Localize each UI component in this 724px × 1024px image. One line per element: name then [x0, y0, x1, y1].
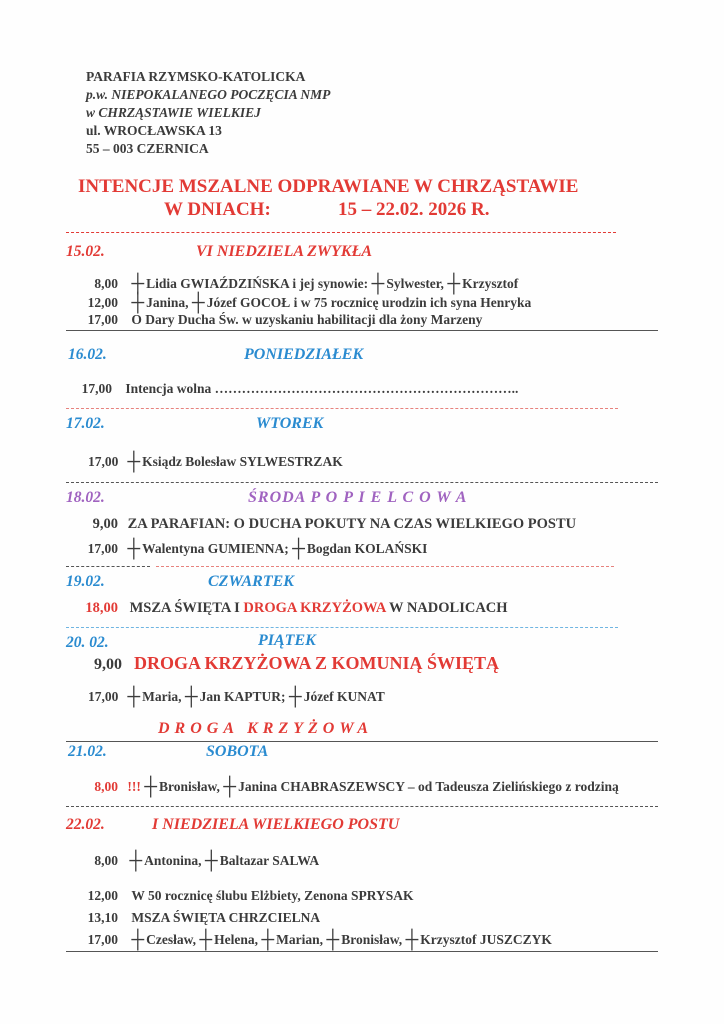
day-name: CZWARTEK — [208, 573, 294, 590]
mass-entry — [88, 451, 343, 471]
intention-text: ZA PARAFIAN: O DUCHA POKUTY NA CZAS WIELKIEGO POSTU — [127, 516, 577, 532]
intention-text: DROGA KRZYŻOWA Z KOMUNIĄ ŚWIĘTĄ — [134, 653, 500, 673]
cross-icon: ┼ — [127, 451, 141, 471]
intention-text: Janina CHABRASZEWSCY – od Tadeusza Zielińskiego z rodziną — [238, 779, 619, 794]
intention-text: Józef KUNAT — [303, 689, 385, 704]
mass-entry — [82, 538, 428, 558]
mass-entry — [88, 653, 499, 674]
mass-entry — [82, 516, 576, 533]
intention-text: Bronisław, — [341, 932, 406, 947]
mass-entry — [88, 273, 519, 293]
day-name: I NIEDZIELA WIELKIEGO POSTU — [152, 816, 400, 833]
intention-text: Helena, — [214, 932, 262, 947]
mass-time: 17,00 — [87, 541, 118, 556]
mass-time: 9,00 — [94, 656, 122, 673]
parish-name: PARAFIA RZYMSKO-KATOLICKA — [86, 69, 306, 84]
intention-text: W 50 rocznicę ślubu Elżbiety, Zenona SPRYSAK — [131, 888, 414, 903]
intention-text: Ksiądz Bolesław SYLWESTRZAK — [142, 454, 343, 469]
day-name: VI NIEDZIELA ZWYKŁA — [196, 243, 373, 260]
mass-time: 17,00 — [87, 312, 118, 327]
mass-time: 8,00 — [94, 779, 118, 794]
cross-icon: ┼ — [129, 850, 143, 870]
title-dates-range: 15 – 22.02. 2026 R. — [338, 199, 490, 220]
exclamation-marks: !!! — [127, 779, 141, 794]
intention-text: Jan KAPTUR; — [199, 689, 289, 704]
intention-text: Baltazar SALWA — [219, 853, 320, 868]
cross-icon: ┼ — [204, 850, 218, 870]
divider — [156, 566, 614, 567]
cross-icon: ┼ — [371, 273, 385, 293]
intention-text: Bronisław, — [159, 779, 224, 794]
cross-icon: ┼ — [131, 292, 145, 312]
intention-text: Lidia GWIAŹDZIŃSKA i jej synowie: — [146, 276, 372, 291]
cross-icon: ┼ — [199, 929, 213, 949]
day-name: PONIEDZIAŁEK — [244, 346, 364, 363]
mass-entry — [82, 600, 508, 617]
cross-icon: ┼ — [292, 538, 305, 558]
day-date: 22.02. — [66, 816, 105, 833]
cross-icon: ┼ — [127, 686, 141, 706]
cross-icon: ┼ — [223, 776, 237, 796]
parish-dedication: p.w. NIEPOKALANEGO POCZĘCIA NMP — [86, 87, 331, 102]
intention-text: Intencja wolna ………………………………………………………….. — [125, 381, 519, 396]
intention-text: Krzysztof JUSZCZYK — [420, 932, 552, 947]
divider — [66, 566, 150, 567]
cross-icon: ┼ — [261, 929, 275, 949]
mass-time: 9,00 — [92, 516, 118, 532]
cross-icon: ┼ — [127, 538, 141, 558]
day-name: SOBOTA — [206, 743, 269, 760]
day-date: 16.02. — [68, 346, 107, 363]
intention-text: Walentyna GUMIENNA; — [142, 541, 293, 556]
cross-icon: ┼ — [144, 776, 158, 796]
day-date: 15.02. — [66, 243, 105, 260]
divider — [66, 741, 658, 742]
intention-text: MSZA ŚWIĘTA CHRZCIELNA — [131, 910, 321, 925]
mass-time: 12,00 — [87, 888, 118, 903]
divider — [66, 627, 618, 628]
mass-entry — [88, 686, 385, 706]
parish-street: ul. WROCŁAWSKA 13 — [86, 123, 222, 138]
mass-time: 17,00 — [88, 454, 119, 469]
day-date: 18.02. — [66, 489, 105, 506]
mass-entry — [88, 776, 619, 796]
mass-time: 17,00 — [81, 381, 112, 396]
intention-text: Sylwester, — [386, 276, 448, 291]
document-title: INTENCJE MSZALNE ODPRAWIANE W CHRZĄSTAWIE — [78, 176, 579, 197]
cross-icon: ┼ — [191, 292, 205, 312]
intention-text: Marian, — [276, 932, 327, 947]
divider — [66, 408, 618, 409]
day-name: PIĄTEK — [258, 632, 316, 649]
day-date: 20. 02. — [66, 634, 109, 651]
intention-text: W NADOLICACH — [385, 600, 508, 616]
day-date: 19.02. — [66, 573, 105, 590]
mass-time: 17,00 — [88, 689, 119, 704]
mass-entry — [88, 850, 320, 870]
cross-icon: ┼ — [184, 686, 198, 706]
mass-time: 8,00 — [94, 276, 118, 291]
mass-entry — [82, 312, 482, 328]
mass-entry — [82, 929, 552, 949]
divider — [66, 232, 616, 233]
cross-icon: ┼ — [131, 929, 145, 949]
day-date: 17.02. — [66, 415, 105, 432]
intention-text: Janina, — [146, 295, 192, 310]
mass-time: 13,10 — [87, 910, 118, 925]
mass-time: 17,00 — [87, 932, 118, 947]
mass-entry — [76, 381, 518, 397]
mass-time: 8,00 — [94, 853, 118, 868]
intention-text: Krzysztof — [462, 276, 519, 291]
mass-entry — [82, 888, 414, 904]
day-note: DROGA KRZYŻOWA — [158, 720, 374, 737]
cross-icon: ┼ — [447, 273, 461, 293]
mass-entry — [82, 910, 320, 926]
cross-icon: ┼ — [288, 686, 302, 706]
intention-text: Maria, — [142, 689, 185, 704]
intention-text: O Dary Ducha Św. w uzyskaniu habilitacji dla żony Marzeny — [131, 312, 483, 327]
mass-entry — [82, 292, 532, 312]
parish-location: w CHRZĄSTAWIE WIELKIEJ — [86, 105, 261, 120]
intention-text: Czesław, — [146, 932, 200, 947]
intention-text: Józef GOCOŁ i w 75 rocznicę urodzin ich syna Henryka — [206, 295, 532, 310]
mass-time: 18,00 — [85, 600, 118, 616]
intention-highlight: DROGA KRZYŻOWA — [243, 600, 386, 616]
parish-postal: 55 – 003 CZERNICA — [86, 141, 209, 156]
intention-text: MSZA ŚWIĘTA I — [129, 600, 244, 616]
title-dates-label: W DNIACH: — [164, 199, 271, 220]
intention-text: Antonina, — [144, 853, 205, 868]
cross-icon: ┼ — [326, 929, 340, 949]
divider — [66, 482, 658, 483]
day-name: ŚRODA P O P I E L C O W A — [248, 489, 468, 506]
divider — [66, 806, 658, 807]
day-date: 21.02. — [68, 743, 107, 760]
mass-time: 12,00 — [87, 295, 118, 310]
day-name: WTOREK — [256, 415, 324, 432]
divider — [66, 951, 658, 952]
cross-icon: ┼ — [131, 273, 145, 293]
cross-icon: ┼ — [405, 929, 419, 949]
intention-text: Bogdan KOLAŃSKI — [306, 541, 428, 556]
divider — [66, 330, 658, 331]
